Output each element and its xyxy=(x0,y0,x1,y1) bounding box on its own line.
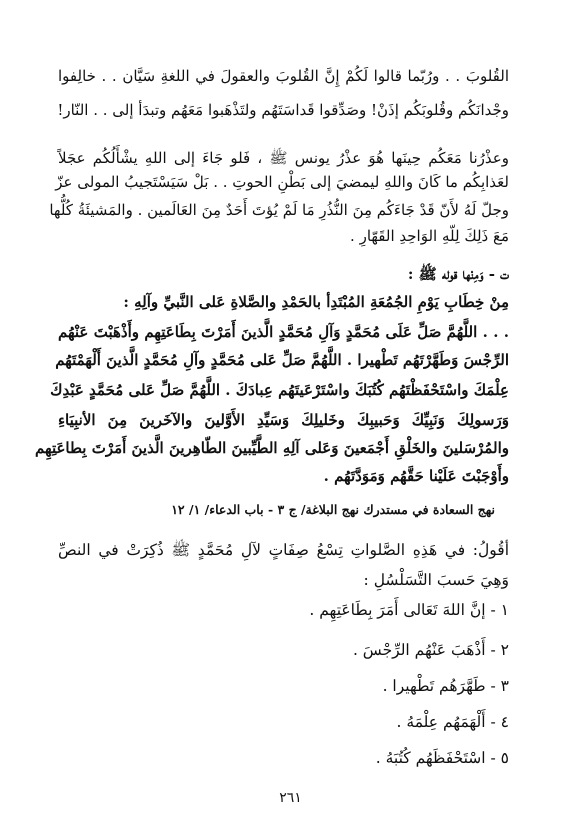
paragraph-line: وجْدانَكُم وقُلوبَكُم إذَنْ! وصَدِّقوا قَداسَتَهُم ولتَذْهَبوا مَعَهُم وتبدَأ إلى . . النّار! xyxy=(57,101,509,119)
paragraph-line: وجلّ لَهُ لأَنّ قَدْ جَاءَكُم مِنَ النُّذُرِ مَا لَمْ يُؤتَ أَحَدٌ مِنَ العَالَمين . والمَشيئَةُ كُلُّها xyxy=(49,201,509,219)
paragraph-line: القُلوبَ . . ورُبّما قالوا لَكُمْ إِنَّ القُلوبَ والعقولَ في اللغةِ سَيَّان . . خالِفوا xyxy=(58,67,509,85)
comment-line: أقُولُ: في هَذِهِ الصَّلواتِ تِسْعُ صِفَاتٍ لآلِ مُحَمَّدٍ ﷺ ذُكِرَتْ في النصِّ xyxy=(58,541,509,559)
list-item: ٢ - أَذْهَبَ عَنْهُم الرِّجْسَ . xyxy=(352,641,509,659)
hadith-line: والمُرْسَلينَ والخَلْقِ أَجْمَعينَ وَعَلى آلِهِ الطَّيِّبينَ الطّاهِرينَ الَّذينَ أَمَرْتَ بِطاعَتِهِم xyxy=(35,439,509,457)
hadith-line: وَرَسولِكَ وَنَبِيِّكَ وَحَبيبِكَ وخَليلِكَ وَسَيِّدِ الأَوَّلينَ والآخَرينَ مِنَ الأنبِيَاءِ xyxy=(58,411,509,429)
paragraph-line: وعذْرُنا مَعَكُم حِينَها هُوَ عذْرُ يونس ﷺ ، فَلو جَاءَ إلى اللهِ يشْأَلُكُم عجَلاً xyxy=(58,149,509,167)
section-heading: ت - وَمِنْها قوله ﷺ : xyxy=(407,265,509,283)
source-citation: نهج السعادة في مستدرك نهج البلاغة/ ج ٣ - باب الدعاء/ ١/ ١٢ xyxy=(171,502,495,517)
paragraph-line: مَعَ ذَلِكَ لِلّهِ الوَاحِدِ القَهّارِ . xyxy=(350,227,509,245)
hadith-line: . . . اللَّهُمَّ صَلِّ عَلَى مُحَمَّدٍ وَآلِ مُحَمَّدٍ الَّذينَ أَمَرْتَ بِطَاعَتِهِم وأَذْهَبْتَ عَنْهُم xyxy=(58,323,509,341)
hadith-line: الرِّجْسَ وَطَهَّرْتَهُم تَطْهيرا . اللَّهُمَّ صَلِّ عَلى مُحَمَّدٍ وآلِ مُحَمَّدٍ الَّذينَ أَلْهَمْتَهُم xyxy=(55,351,509,369)
list-item: ٤ - أَلْهَمَهُم عِلْمَهُ . xyxy=(396,713,509,731)
comment-line: وَهِيَ حَسبَ التَّسَلْسُلِ : xyxy=(363,571,509,589)
hadith-line: وأَوْجَبْتَ عَلَيْنا حَقَّهُم وَمَوَدَّتَهُم . xyxy=(323,467,509,485)
paragraph-line: لعَذابِكُم ما كَانَ واللهِ ليمضيَ إلى بَطْنِ الحوتِ . . بَلْ سَيَسْتَجيبُ المولى عزّ xyxy=(55,173,509,191)
page-number: ٢٦١ xyxy=(279,790,302,806)
list-item: ٣ - طَهَّرَهُم تَطْهيرا . xyxy=(382,677,509,695)
hadith-line: مِنْ خِطَابِ يَوْمِ الجُمُعَةِ المُبْتَدِأ بالحَمْدِ والصَّلاةِ عَلى النَّبيِّ وآلِهِ : xyxy=(123,293,509,311)
list-item: ١ - إنَّ اللهَ تَعَالى أَمَرَ بِطَاعَتِهِم . xyxy=(309,601,509,619)
hadith-line: عِلْمَكَ واسْتَحْفَظْتَهُم كُتُبَكَ واسْتَرْعَيتَهُم عِبادَكَ . اللَّهُمَّ صَلِّ عَلى مُحَمَّدٍ عَبْدِكَ xyxy=(50,381,509,399)
list-item: ٥ - اسْتَحْفَظَهُم كُتُبَهُ . xyxy=(375,749,509,767)
